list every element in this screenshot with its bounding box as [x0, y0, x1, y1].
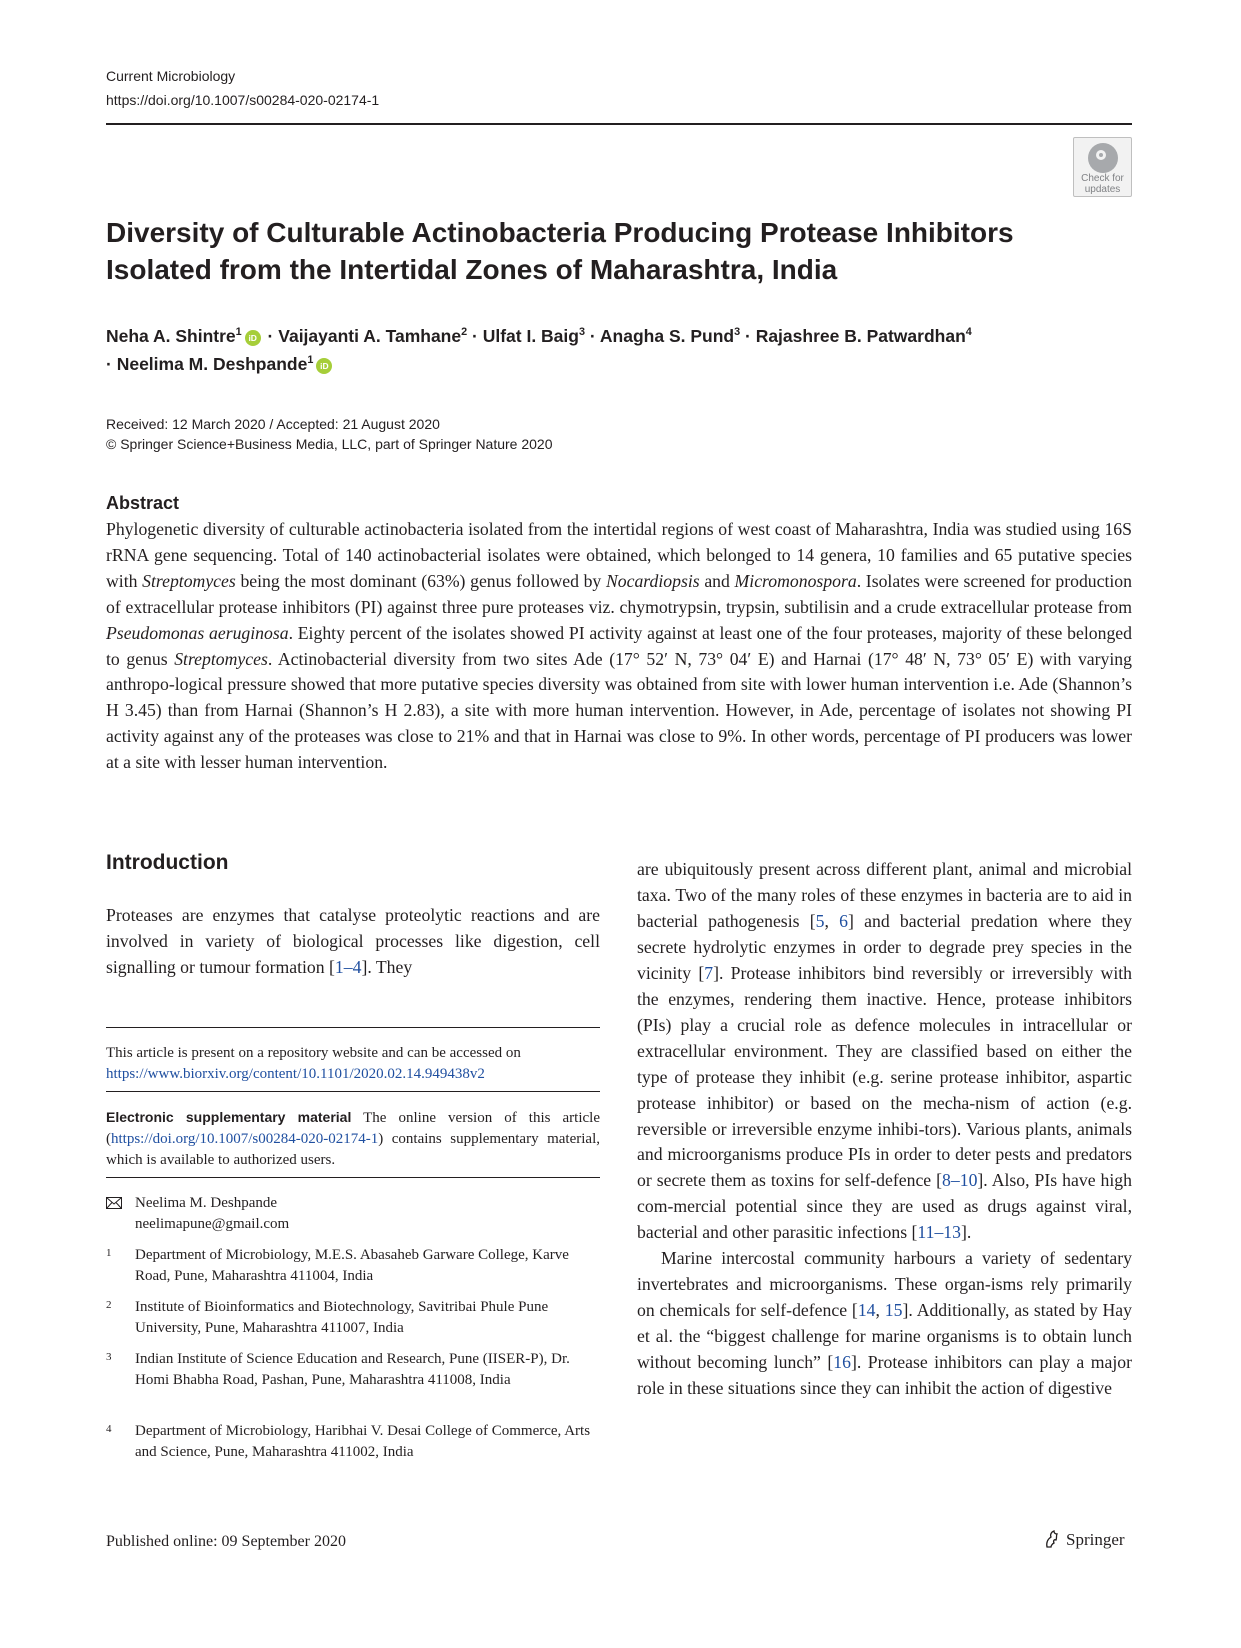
affiliation-text: Department of Microbiology, Haribhai V. Desai College of Commerce, Arts and Science, Pune, Maharashtra 411002, India — [135, 1423, 591, 1460]
received-accepted: Received: 12 March 2020 / Accepted: 21 August 2020 — [106, 416, 440, 432]
author[interactable] — [483, 326, 585, 346]
springer-horse-icon — [1042, 1529, 1062, 1549]
affiliation-number: 3 — [106, 1351, 112, 1363]
affiliation-text: Indian Institute of Science Education and Research, Pune (IISER-P), Dr. Homi Bhabha Road, Pashan, Pune, Maharashtra 411008, India — [135, 1351, 570, 1388]
publisher-logo — [1042, 1528, 1125, 1552]
author[interactable] — [278, 326, 467, 346]
repository-text: This article is present on a repository website and can be accessed on — [106, 1045, 521, 1061]
header-rule — [106, 123, 1132, 125]
article-dates — [106, 414, 553, 454]
affiliation-number: 2 — [106, 1299, 112, 1311]
author-separator: · — [740, 326, 756, 346]
author-affiliation-ref: 4 — [965, 326, 972, 339]
journal-name: Current Microbiology — [106, 68, 236, 84]
affiliation-3 — [106, 1349, 600, 1391]
author-affiliation-ref: 1 — [235, 326, 242, 339]
badge-line-1: Check for — [1081, 173, 1124, 184]
intro-paragraph-2: Marine intercostal community harbours a variety of sedentary invertebrates and microorganisms. These organ-isms rely primarily on chemicals for self-defence [14, 15]. Additionally, as stated by Hay et al. the “biggest challenge for marine organisms is to obtain lunch without becoming lunch” [16]. Protease inhibitors can play a major role in these situations since they can inhibit the action of digestive — [637, 1248, 1133, 1399]
affiliation-1 — [106, 1245, 600, 1287]
author[interactable] — [117, 354, 335, 374]
affiliation-text: Institute of Bioinformatics and Biotechnology, Savitribai Phule Pune University, Pune, Maharashtra 411007, India — [135, 1299, 549, 1336]
author[interactable] — [756, 326, 972, 346]
author-affiliation-ref: 2 — [461, 326, 468, 339]
supplementary-label: Electronic supplementary material — [106, 1109, 352, 1125]
author-affiliation-ref: 3 — [734, 326, 741, 339]
author-separator: · — [467, 326, 483, 346]
journal-doi[interactable]: https://doi.org/10.1007/s00284-020-02174-1 — [106, 92, 380, 108]
author-name: Ulfat I. Baig — [482, 326, 579, 346]
badge-line-2: updates — [1084, 184, 1121, 195]
introduction-heading: Introduction — [106, 851, 229, 874]
intro-paragraph-left: Proteases are enzymes that catalyse proteolytic reactions and are involved in variety of biological processes like digestion, cell signalling or tumour formation [1–4]. They — [106, 905, 600, 977]
author-separator: · — [106, 354, 117, 374]
author-name: Rajashree B. Patwardhan — [755, 326, 966, 346]
affiliation-4 — [106, 1421, 600, 1463]
orcid-icon[interactable]: iD — [245, 330, 261, 346]
intro-right-column — [637, 857, 1132, 1402]
check-updates-icon — [1088, 143, 1118, 173]
repository-note — [106, 1043, 600, 1085]
corresponding-email[interactable]: neelimapune@gmail.com — [135, 1216, 290, 1232]
author-separator: · — [585, 326, 600, 346]
affiliation-number: 4 — [106, 1423, 112, 1435]
supplementary-note — [106, 1107, 600, 1171]
author-affiliation-ref: 3 — [578, 326, 585, 339]
author-name: Neha A. Shintre — [106, 326, 236, 346]
affiliation-2 — [106, 1297, 600, 1339]
supplementary-text-2: ) contains supplementary material, which is available to authorized users. — [106, 1131, 600, 1168]
journal-header — [106, 64, 379, 112]
footnote-rule-2 — [106, 1091, 600, 1092]
repository-link[interactable]: https://www.biorxiv.org/content/10.1101/2020.02.14.949438v2 — [106, 1066, 485, 1082]
affiliation-number: 1 — [106, 1247, 112, 1259]
author-affiliation-ref: 1 — [307, 354, 314, 367]
supplementary-link[interactable]: https://doi.org/10.1007/s00284-020-02174-1 — [111, 1131, 379, 1147]
corresponding-author — [106, 1193, 600, 1235]
author-name: Anagha S. Pund — [599, 326, 735, 346]
orcid-icon[interactable]: iD — [316, 358, 332, 374]
author-list — [106, 322, 1086, 378]
check-for-updates-badge[interactable] — [1073, 137, 1132, 197]
corresponding-name: Neelima M. Deshpande — [135, 1195, 278, 1211]
author-name: Vaijayanti A. Tamhane — [278, 326, 462, 346]
affiliation-text: Department of Microbiology, M.E.S. Abasaheb Garware College, Karve Road, Pune, Maharashtra 411004, India — [135, 1247, 569, 1284]
abstract-heading: Abstract — [106, 493, 180, 513]
author[interactable] — [106, 326, 263, 346]
publisher-name: Springer — [1066, 1530, 1125, 1549]
published-online: Published online: 09 September 2020 — [106, 1533, 346, 1550]
author-name: Neelima M. Deshpande — [116, 354, 308, 374]
supplementary-text-1: The online version of this article ( — [106, 1110, 600, 1147]
footnote-rule-3 — [106, 1177, 600, 1178]
envelope-icon — [106, 1197, 122, 1209]
footnote-rule — [106, 1027, 600, 1028]
intro-paragraph-1-cont: are ubiquitously present across different plant, animal and microbial taxa. Two of the many roles of these enzymes in bacteria are to aid in bacterial pathogenesis [5, 6] and bacterial predation where they secrete hydrolytic enzymes in order to degrade prey species in the vicinity [7]. Protease inhibitors bind reversibly or irreversibly with the enzymes, rendering them inactive. Hence, protease inhibitors (PIs) play a crucial role as defence molecules in intracellular or extracellular environment. They are classified based on either the type of protease they inhibit (e.g. serine protease inhibitor, aspartic protease inhibitor) or based on the mecha-nism of action (e.g. reversible or irreversible enzyme inhibi-tors). Various plants, animals and microorganisms produce PIs in order to deter pests and predators or secrete them as toxins for self-defence [8–10]. Also, PIs have high com-mercial potential since they are used as drugs against viral, bacterial and other parasitic infections [11–13]. — [637, 859, 1133, 1243]
abstract-text: Phylogenetic diversity of culturable actinobacteria isolated from the intertidal regions of west coast of Maharashtra, India was studied using 16S rRNA gene sequencing. Total of 140 actinobacterial isolates were obtained, which belonged to 14 genera, 10 families and 65 putative species with Streptomyces being the most dominant (63%) genus followed by Nocardiopsis and Micromonospora. Isolates were screened for production of extracellular protease inhibitors (PI) against three pure proteases viz. chymotrypsin, trypsin, subtilisin and a crude extracellular protease from Pseudomonas aeruginosa. Eighty percent of the isolates showed PI activity against at least one of the four proteases, majority of these belonged to genus Streptomyces. Actinobacterial diversity from two sites Ade (17° 52′ N, 73° 04′ E) and Harnai (17° 48′ N, 73° 05′ E) with varying anthropo-logical pressure showed that more putative species diversity was obtained from site with lower human intervention i.e. Ade (Shannon’s H 3.45) than from Harnai (Shannon’s H 2.83), a site with more human intervention. However, in Ade, percentage of isolates not showing PI activity against any of the proteases was close to 21% and that in Harnai was close to 9%. In other words, percentage of PI producers was lower at a site with lesser human intervention. — [106, 519, 1132, 773]
author-separator: · — [262, 326, 279, 346]
author[interactable] — [600, 326, 740, 346]
copyright: © Springer Science+Business Media, LLC, part of Springer Nature 2020 — [106, 436, 553, 452]
article-title: Diversity of Culturable Actinobacteria Producing Protease Inhibitors Isolated from the Intertidal Zones of Maharashtra, India — [106, 217, 1014, 285]
